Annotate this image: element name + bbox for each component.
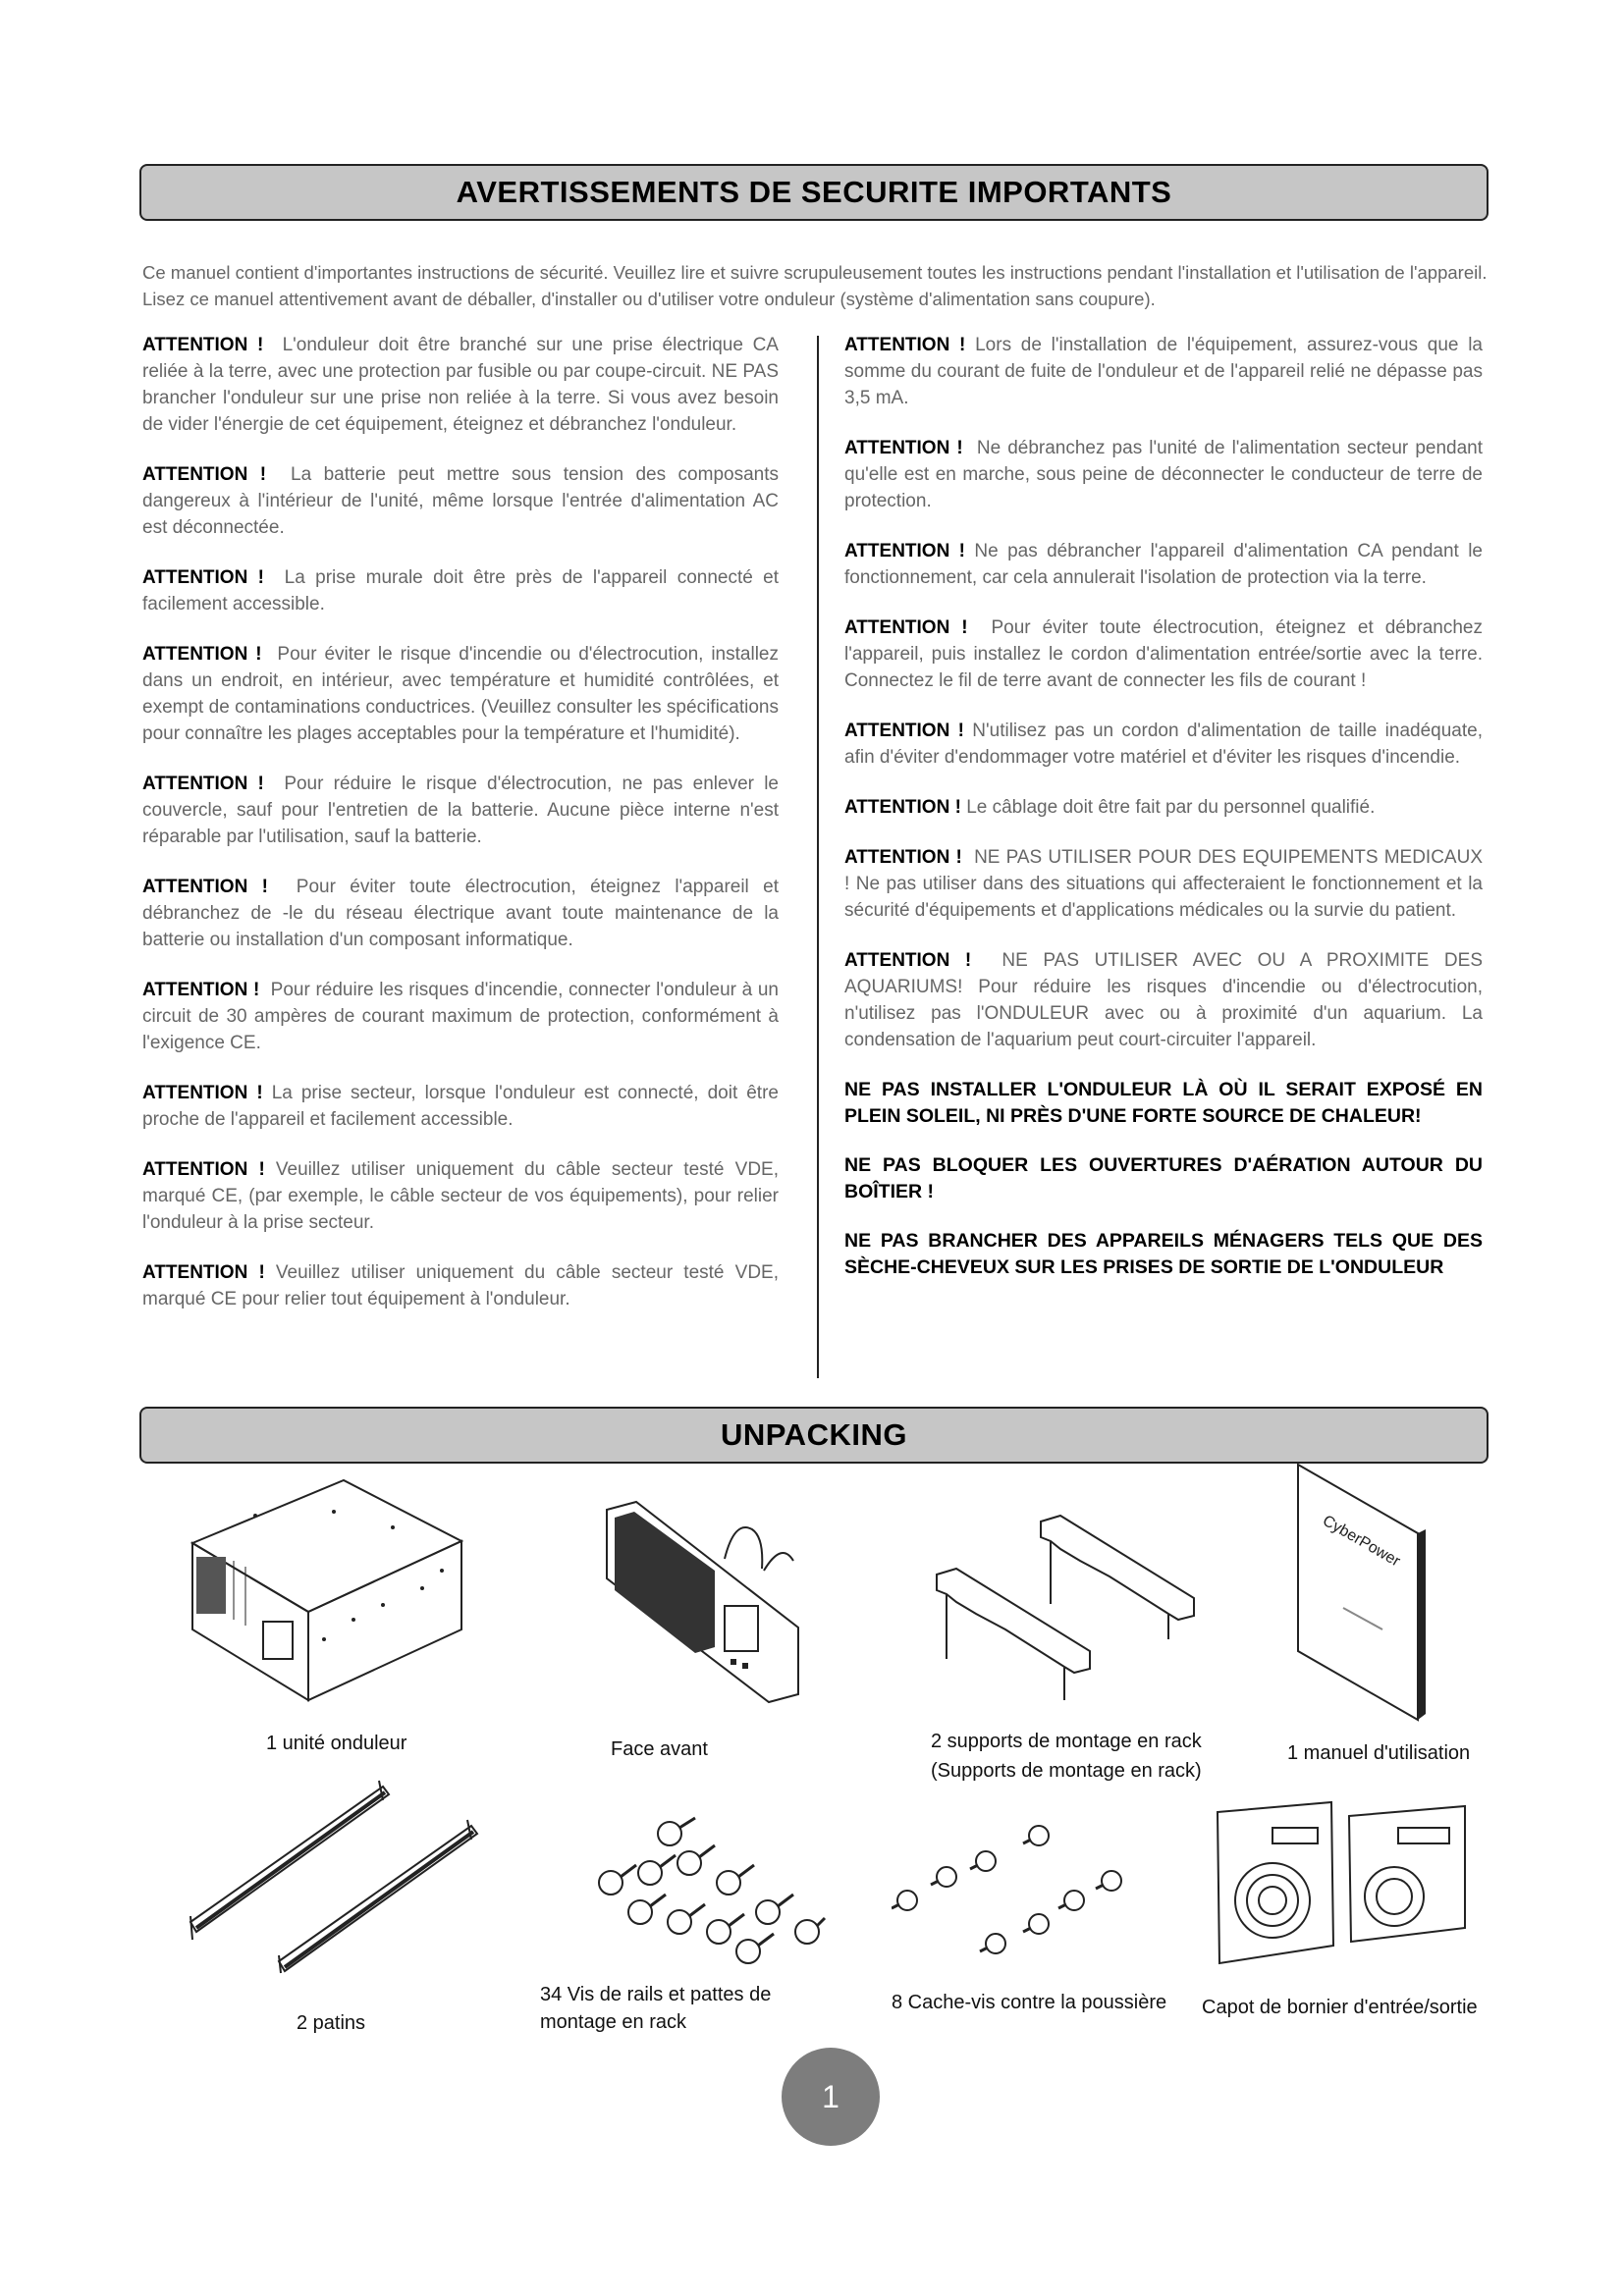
warning-item: ATTENTION ! Le câblage doit être fait par du personnel qualifié. xyxy=(844,797,1376,818)
screws-illustration xyxy=(581,1814,827,1971)
warning-item: ATTENTION ! Veuillez utiliser uniquement du câble secteur testé VDE, marqué CE, (par exemple, le câble secteur de vos équipements), pour relier l'onduleur à la prise secteur. xyxy=(142,1159,779,1233)
safety-title-banner xyxy=(139,164,1489,221)
warning-item: ATTENTION ! Ne pas débrancher l'appareil d'alimentation CA pendant le fonctionnement, car cela annulerait l'isolation de protection via la terre. xyxy=(844,541,1483,588)
manual-brand-text: CyberPower xyxy=(1320,1512,1403,1571)
warning-item: ATTENTION ! Pour éviter toute électrocution, éteignez et débranchez l'appareil, puis installez le cordon d'alimentation entrée/sortie avec la terre. Connectez le fil de terre avant de connecter les fils de courant ! xyxy=(844,617,1483,691)
warning-item: ATTENTION ! Pour réduire les risques d'incendie, connecter l'onduleur à un circuit de 30 ampères de courant maximum de protection, conformément à l'exigence CE. xyxy=(142,980,780,1053)
warning-item: ATTENTION ! Lors de l'installation de l'équipement, assurez-vous que la somme du courant de fuite de l'onduleur et de l'appareil relié ne dépasse pas 3,5 mA. xyxy=(844,335,1483,408)
page-number-badge xyxy=(782,2048,880,2146)
warning-item: ATTENTION ! Pour éviter toute électrocution, éteignez l'appareil et débranchez de -le du réseau électrique avant toute maintenance de la batterie ou installation d'un composant informatique. xyxy=(142,877,779,950)
warning-item: ATTENTION ! Pour réduire le risque d'électrocution, ne pas enlever le couvercle, sauf pour l'entretien de la batterie. Aucune pièce interne n'est réparable par l'utilisation, sauf la batterie. xyxy=(142,774,779,847)
brackets-label-line2: (Supports de montage en rack) xyxy=(931,1760,1202,1782)
warning-item: ATTENTION ! L'onduleur doit être branché sur une prise électrique CA reliée à la terre, avec une protection par fusible ou par coupe-circuit. NE PAS brancher l'onduleur sur une prise non reliée à la terre. Si vous avez besoin de vider l'énergie de cet équipement, éteignez et débranchez l'onduleur. xyxy=(142,335,779,435)
warning-item: ATTENTION ! Pour éviter le risque d'incendie ou d'électrocution, installez dans un endroit, en intérieur, avec température et humidité contrôlées, et exempt de contaminations conductrices. (Veuillez consulter les spécifications pour connaître les plages acceptables pour la température et l'humidité). xyxy=(142,644,779,744)
caps-warning: NE PAS BRANCHER DES APPAREILS MÉNAGERS TELS QUE DES SÈCHE-CHEVEUX SUR LES PRISES DE SORTIE DE L'ONDULEUR xyxy=(844,1230,1483,1278)
brackets-label-line1: 2 supports de montage en rack xyxy=(931,1731,1202,1752)
front-panel-illustration xyxy=(597,1500,813,1716)
warning-item: ATTENTION ! NE PAS UTILISER POUR DES EQUIPEMENTS MEDICAUX ! Ne pas utiliser dans des situations qui affecteraient le fonctionnement et la sécurité d'équipements et d'applications médicales ou la survie du patient. xyxy=(844,847,1483,921)
right-warnings-column xyxy=(844,332,1483,1304)
rails-illustration xyxy=(187,1779,481,1975)
safety-title: AVERTISSEMENTS DE SECURITE IMPORTANTS xyxy=(456,175,1172,209)
column-divider xyxy=(817,336,819,1378)
screws-label-line2: montage en rack xyxy=(540,2011,686,2033)
caps-warning: NE PAS BLOQUER LES OUVERTURES D'AÉRATION AUTOUR DU BOÎTIER ! xyxy=(844,1154,1483,1202)
warning-item: ATTENTION ! N'utilisez pas un cordon d'alimentation de taille inadéquate, afin d'éviter d'endommager votre matériel et d'éviter les risques d'incendie. xyxy=(844,721,1483,768)
warning-item: ATTENTION ! La prise murale doit être près de l'appareil connecté et facilement accessible. xyxy=(142,567,780,614)
unpacking-title: UNPACKING xyxy=(721,1417,907,1452)
terminal-cover-label: Capot de bornier d'entrée/sortie xyxy=(1202,1997,1478,2018)
brackets-illustration xyxy=(933,1512,1208,1708)
dust-caps-label: 8 Cache-vis contre la poussière xyxy=(892,1992,1167,2013)
safety-intro: Ce manuel contient d'importantes instructions de sécurité. Veuillez lire et suivre scrupuleusement toutes les instructions pendant l'installation et l'utilisation de l'appareil. Lisez ce manuel attentivement avant de déballer, d'installer ou d'utiliser votre onduleur (système d'alimentation sans coupure). xyxy=(142,262,1488,309)
warning-item: ATTENTION ! La prise secteur, lorsque l'onduleur est connecté, doit être proche de l'appareil et facilement accessible. xyxy=(142,1083,779,1130)
left-warnings-column xyxy=(142,332,779,1336)
page-number: 1 xyxy=(822,2078,839,2114)
caps-warning: NE PAS INSTALLER L'ONDULEUR LÀ OÙ IL SERAIT EXPOSÉ EN PLEIN SOLEIL, NI PRÈS D'UNE FORTE SOURCE DE CHALEUR! xyxy=(844,1079,1483,1127)
dust-caps-illustration xyxy=(892,1822,1127,1959)
warning-item: ATTENTION ! Veuillez utiliser uniquement du câble secteur testé VDE, marqué CE pour relier tout équipement à l'onduleur. xyxy=(142,1262,779,1309)
warning-item: ATTENTION ! NE PAS UTILISER AVEC OU A PROXIMITE DES AQUARIUMS! Pour réduire les risques d'incendie ou d'électrocution, n'utilisez pas l'ONDULEUR avec ou à proximité d'un aquarium. La condensation de l'aquarium peut court-circuiter l'appareil. xyxy=(844,950,1483,1050)
warning-item: ATTENTION ! La batterie peut mettre sous tension des composants dangereux à l'intérieur de l'unité, même lorsque l'entrée d'alimentation AC est déconnectée. xyxy=(142,464,780,538)
rails-label: 2 patins xyxy=(297,2012,366,2034)
unpacking-title-banner xyxy=(139,1407,1489,1464)
manual-illustration xyxy=(1294,1461,1432,1726)
screws-label-line1: 34 Vis de rails et pattes de xyxy=(540,1984,772,2005)
warning-item: ATTENTION ! Ne débranchez pas l'unité de l'alimentation secteur pendant qu'elle est en marche, sous peine de déconnecter le conducteur de terre de protection. xyxy=(844,438,1483,511)
manual-label: 1 manuel d'utilisation xyxy=(1287,1742,1471,1764)
ups-unit-illustration xyxy=(187,1472,471,1708)
front-panel-label: Face avant xyxy=(611,1738,708,1760)
terminal-cover-illustration xyxy=(1214,1798,1479,1975)
ups-unit-label: 1 unité onduleur xyxy=(266,1733,407,1754)
